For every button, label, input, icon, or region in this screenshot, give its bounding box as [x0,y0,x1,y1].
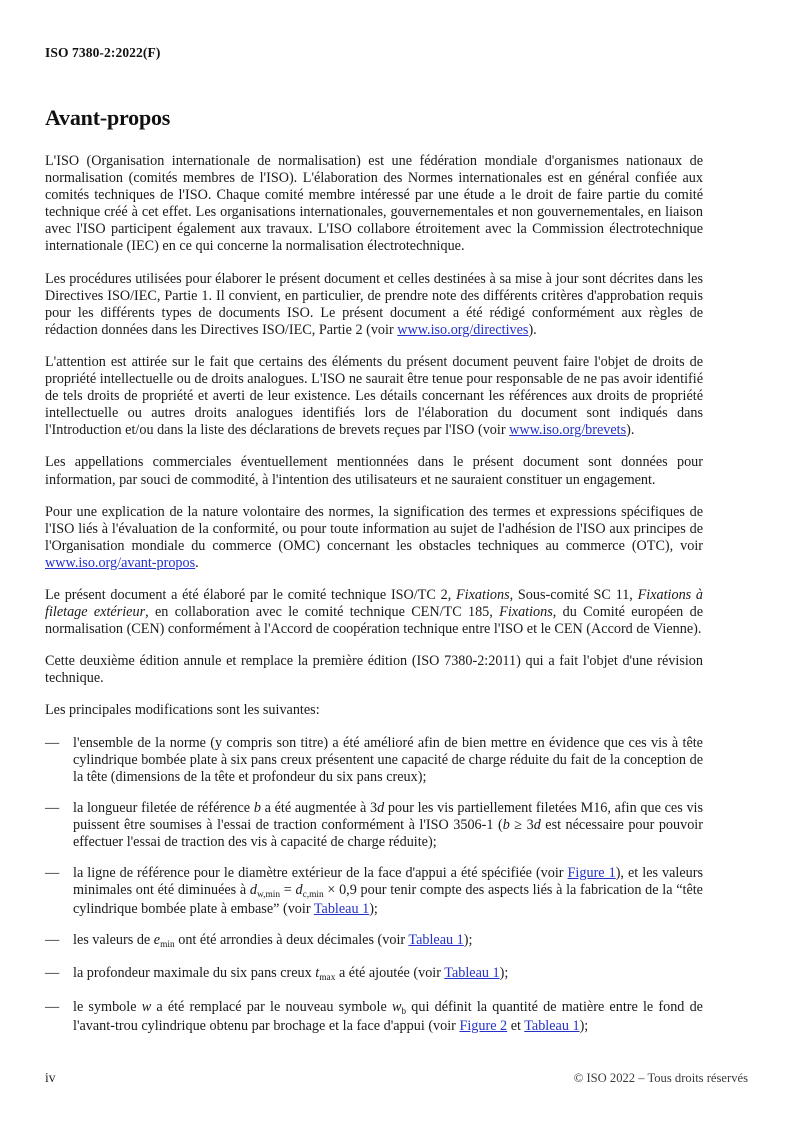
list-item-text: la ligne de référence pour le diamètre extérieur de la face d'appui a été spécifiée (voir [73,865,568,882]
paragraph-text: L'ISO (Organisation internationale de normalisation) est une fédération mondiale d'organismes nationaux de normalisation (comités membres de l'ISO). L'élaboration des Normes internationales est en général confiée aux comités techniques de l'ISO. Chaque comité membre intéressé par une étude a le droit de faire partie du comité technique créé à cet effet. Les organisations internationales, gouvernementales et non gouvernementales, en liaison avec l'ISO participent également aux travaux. L'ISO collabore étroitement avec la Commission électrotechnique internationale (IEC) en ce qui concerne la normalisation électrotechnique. [45,153,703,255]
paragraph-foreword-4 [45,454,703,488]
list-item-text: ); [463,932,473,949]
cross-reference-link[interactable]: Tableau 1 [444,965,500,982]
paragraph-foreword-1 [45,153,703,256]
paragraph-edition-note [45,653,703,687]
list-item-text: ≥ 3 [509,816,534,833]
committee-title-1: Fixations [456,586,510,603]
list-item-text: l'ensemble de la norme (y compris son titre) a été amélioré afin de bien mettre en évidence que ces vis à tête cylindrique bombée plate à six pans creux présentent une capacité de charge réduite du fait de la conception de la tête (dimensions de la tête et profondeur du six pans creux); [73,734,703,785]
list-item-text: a été remplacé par le nouveau symbole [151,998,392,1015]
paragraph-text-tail: ). [528,321,537,338]
paragraph-text: Les principales modifications sont les suivantes: [45,702,320,719]
committee-title-2: Fixations à filetage extérieur [45,586,704,621]
list-item-text: qui définit la quantité de matière entre le fond de l'avant-trou cylindrique obtenu par brochage et la face d'appui (voir [73,998,703,1034]
copyright-notice: © ISO 2022 – Tous droits réservés [573,1071,748,1085]
committee-text-2: , Sous-comité SC 11, [509,586,638,603]
paragraph-committee [45,587,703,638]
paragraph-text-tail: . [195,554,199,571]
paragraph-text: Cette deuxième édition annule et remplace la première édition (ISO 7380-2:2011) qui a fait l'objet d'une révision technique. [45,653,703,687]
paragraph-text-tail: ). [626,422,635,439]
symbol-italic: w [141,998,152,1015]
symbol-italic: d [249,882,257,899]
list-bullet-dash: — [45,965,60,982]
page-title: Avant-propos [45,105,171,130]
list-item [45,735,703,786]
list-item-text: et [507,1017,525,1034]
committee-text-1: Le présent document a été élaboré par le comité technique ISO/TC 2, [45,586,456,603]
paragraph-foreword-2 [45,271,703,339]
list-bullet-dash: — [45,734,60,751]
cross-reference-link[interactable]: Tableau 1 [408,932,464,949]
list-item-text: a été ajoutée (voir [335,965,445,982]
cross-reference-link[interactable]: Tableau 1 [313,901,370,918]
list-item-text: le symbole [73,998,142,1015]
symbol-italic: d [377,799,385,816]
page-content [45,105,703,1049]
paragraph-text: Les appellations commerciales éventuellement mentionnées dans le présent document sont données pour information, par souci de commodité, à l'intention des utilisateurs et ne sauraient constituer un engagement. [45,454,703,488]
list-bullet-dash: — [45,998,60,1015]
symbol-subscript: min [160,940,175,951]
list-item [45,965,703,984]
list-item-text: a été augmentée à 3 [260,799,378,816]
list-item-text: ont été arrondies à deux décimales (voir [174,932,409,949]
link-iso-avant-propos[interactable]: www.iso.org/avant-propos [45,554,196,571]
paragraph-text: L'attention est attirée sur le fait que certains des éléments du présent document peuvent faire l'objet de droits de propriété intellectuelle ou de droits analogues. L'ISO ne saurait être tenue pour responsable de ne pas avoir identifié de tels droits de propriété et averti de leur existence. Les détails concernant les références aux droits de propriété intellectuelle ou autres droits analogues identifiés lors de l'élaboration du document sont indiqués dans l'Introduction et/ou dans la liste des déclarations de brevets reçues par l'ISO (voir [45,353,703,439]
symbol-italic: w [391,998,402,1015]
symbol-italic: b [502,816,510,833]
cross-reference-link[interactable]: Figure 1 [567,865,616,882]
committee-text-3: , en collaboration avec le comité technique CEN/TC 185, [145,604,500,621]
list-item-text: pour les vis partiellement filetées M16, afin que ces vis puissent être soumises à l'essai de traction conformément à l'ISO 3506-1 ( [73,799,703,833]
list-item-text: ); [499,965,509,982]
paragraph-changes-intro [45,702,703,719]
page-number: iv [45,1070,56,1085]
symbol-subscript: w,min [257,890,281,901]
list-item-text: est nécessaire pour pouvoir effectuer l'essai de traction des vis à capacité de charge réduite); [73,816,703,850]
list-item-text: × 0,9 pour tenir compte des aspects liés à la fabrication de la “tête cylindrique bombée plate à embase” (voir [73,882,703,918]
list-item-text: la profondeur maximale du six pans creux [73,965,316,982]
page-footer [45,1070,748,1086]
link-iso-brevets[interactable]: www.iso.org/brevets [509,422,627,439]
paragraph-foreword-5 [45,504,703,572]
link-iso-directives[interactable]: www.iso.org/directives [397,321,529,338]
list-item-text: ), et les valeurs minimales ont été diminuées à [73,865,703,899]
symbol-subscript: max [319,973,336,984]
cross-reference-link[interactable]: Tableau 1 [524,1017,580,1034]
symbol-italic: e [153,932,161,949]
list-item-text: = [280,882,296,899]
cross-reference-link[interactable]: Figure 2 [459,1017,508,1034]
symbol-subscript: c,min [302,890,324,901]
list-bullet-dash: — [45,799,60,816]
list-item [45,865,703,918]
list-bullet-dash: — [45,865,60,882]
paragraph-text: Les procédures utilisées pour élaborer le présent document et celles destinées à sa mise à jour sont décrites dans les Directives ISO/IEC, Partie 1. Il convient, en particulier, de prendre note des différents critères d'approbation requis pour les différents types de documents ISO. Le présent document a été rédigé conformément aux règles de rédaction données dans les Directives ISO/IEC, Partie 2 (voir [45,270,703,338]
paragraph-foreword-3 [45,354,703,439]
list-item-text: les valeurs de [73,932,154,949]
changes-list [45,735,703,1035]
symbol-italic: d [295,882,303,899]
list-item-text: ); [579,1017,589,1034]
list-item-text: ); [369,901,378,918]
symbol-italic: d [533,816,541,833]
list-item [45,800,703,851]
paragraph-text: Pour une explication de la nature volontaire des normes, la signification des termes et expressions spécifiques de l'ISO liés à l'évaluation de la conformité, ou pour toute information au sujet de l'adhésion de l'ISO aux principes de l'Organisation mondiale du commerce (OMC) concernant les obstacles techniques au commerce (OTC), voir [45,503,703,554]
list-item [45,932,703,951]
symbol-italic: b [253,799,261,816]
list-bullet-dash: — [45,932,60,949]
committee-text-4: , du Comité européen de normalisation (CEN) conformément à l'Accord de coopération technique entre l'ISO et le CEN (Accord de Vienne). [45,604,703,638]
symbol-subscript: b [401,1006,407,1017]
running-header: ISO 7380-2:2022(F) [45,45,161,60]
list-item [45,999,703,1035]
committee-title-3: Fixations [499,604,553,621]
symbol-italic: t [315,965,320,982]
list-item-text: la longueur filetée de référence [73,799,254,816]
